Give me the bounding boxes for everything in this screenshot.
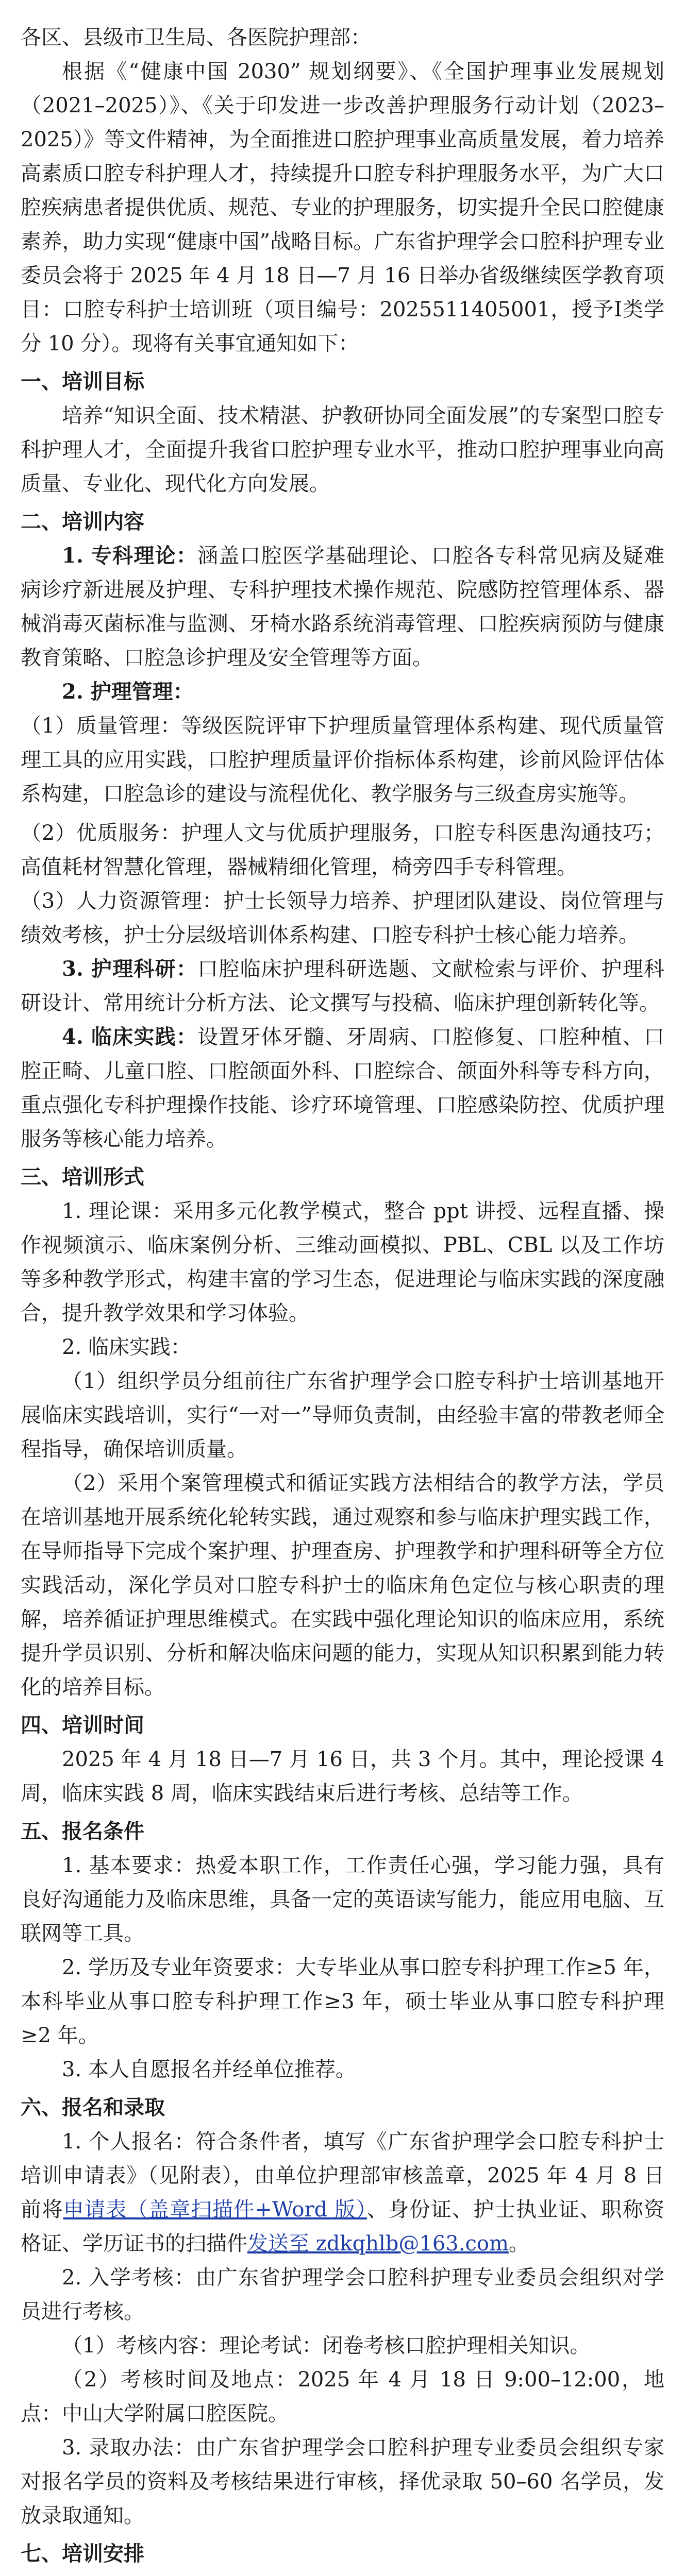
apply-end: 。	[508, 2232, 529, 2256]
section-6-p1	[21, 2125, 664, 2261]
section-6-p5: 3. 录取办法：由广东省护理学会口腔科护理专业委员会组织专家对报名学员的资料及考核结果进行审核，择优录取 50–60 名学员，发放录取通知。	[21, 2436, 664, 2528]
item-4-label: 4. 临床实践：	[62, 1025, 198, 1049]
section-2-item-4	[21, 1020, 664, 1156]
section-5-p2: 2. 学历及专业年资要求：大专毕业从事口腔专科护理工作≥5 年，本科毕业从事口腔专科护理工作≥3 年，硕士毕业从事口腔专科护理≥2 年。	[21, 1956, 664, 2047]
item-3-label: 3. 护理科研：	[62, 957, 198, 981]
section-6-p4: （2）考核时间及地点：2025 年 4 月 18 日 9:00–12:00，地点：中山大学附属口腔医院。	[21, 2368, 664, 2426]
section-4-title: 四、培训时间	[21, 1713, 144, 1737]
section-2-item-2-p2: （2）优质服务：护理人文与优质护理服务，口腔专科医患沟通技巧；高值耗材智慧化管理，器械精细化管理，椅旁四手专科管理。	[21, 821, 664, 879]
section-5-p3: 3. 本人自愿报名并经单位推荐。	[62, 2058, 356, 2081]
intro-paragraph: 根据《“健康中国 2030” 规划纲要》、《全国护理事业发展规划（2021–2025）》、《关于印发进一步改善护理服务行动计划（2023–2025）》等文件精神，为全面推进口腔护理事业高质量发展，着力培养高素质口腔专科护理人才，持续提升口腔专科护理服务水平，为广大口腔疾病患者提供优质、规范、专业的护理服务，切实提升全民口腔健康素养，助力实现“健康中国”战略目标。广东省护理学会口腔科护理专业委员会将于 2025 年 4 月 18 日—7 月 16 日举办省级继续医学教育项目：口腔专科护士培训班（项目编号：2025511405001，授予Ⅰ类学分 10 分）。现将有关事宜通知如下：	[21, 60, 664, 355]
notice-document	[21, 21, 664, 2576]
section-4-body: 2025 年 4 月 18 日—7 月 16 日，共 3 个月。其中，理论授课 4 周，临床实践 8 周，临床实践结束后进行考核、总结等工作。	[21, 1748, 664, 1805]
section-1-body: 培养“知识全面、技术精湛、护教研协同全面发展”的专案型口腔专科护理人才，全面提升我省口腔护理专业水平，推动口腔护理事业向高质量、专业化、现代化方向发展。	[21, 404, 664, 496]
section-6-p2: 2. 入学考核：由广东省护理学会口腔科护理专业委员会组织对学员进行考核。	[21, 2266, 664, 2324]
item-4-body: 设置牙体牙髓、牙周病、口腔修复、口腔种植、口腔正畸、儿童口腔、口腔颌面外科、口腔综合、颌面外科等专科方向，重点强化专科护理操作技能、诊疗环境管理、口腔感染防控、优质护理服务等核心能力培养。	[21, 1025, 665, 1151]
item-1-body: 涵盖口腔医学基础理论、口腔各专科常见病及疑难病诊疗新进展及护理、专科护理技术操作规范、院感防控管理体系、器械消毒灭菌标准与监测、牙椅水路系统消毒管理、口腔疾病预防与健康教育策略、口腔急诊护理及安全管理等方面。	[21, 544, 665, 670]
apply-text: 1. 个人报名：符合条件者，填写《广东省护理学会口腔专科护士培训申请表》（见附表），由单位护理部审核盖章，2025 年 4 月 8 日前将	[21, 2130, 664, 2222]
section-2-item-1	[21, 539, 664, 675]
item-3-body: 口腔临床护理科研选题、文献检索与评价、护理科研设计、常用统计分析方法、论文撰写与投稿、临床护理创新转化等。	[21, 957, 665, 1015]
apply-docs-text: 、身份证、护士执业证、职称资格证、学历证书的扫描件	[21, 2198, 665, 2256]
section-3-p2: 2. 临床实践：	[62, 1335, 191, 1359]
addressee: 各区、县级市卫生局、各医院护理部：	[21, 26, 371, 49]
section-7-p1	[21, 2571, 664, 2576]
item-1-label: 1. 专科理论：	[62, 544, 198, 568]
section-1-title: 一、培训目标	[21, 369, 144, 394]
section-2-title: 二、培训内容	[21, 510, 144, 534]
section-2-item-2-p3: （3）人力资源管理：护士长领导力培养、护理团队建设、岗位管理与绩效考核，护士分层级培训体系构建、口腔专科护士核心能力培养。	[21, 889, 664, 947]
email-link[interactable]: 发送至 zdkqhlb@163.com	[247, 2232, 509, 2256]
section-2-item-3	[21, 952, 664, 1020]
section-7-title: 七、培训安排	[21, 2541, 144, 2566]
section-3-p4: （2）采用个案管理模式和循证实践方法相结合的教学方法，学员在培训基地开展系统化轮转实践，通过观察和参与临床护理实践工作，在导师指导下完成个案护理、护理查房、护理教学和护理科研等全方位实践活动，深化学员对口腔专科护士的临床角色定位与核心职责的理解，培养循证护理思维模式。在实践中强化理论知识的临床应用，系统提升学员识别、分析和解决临床问题的能力，实现从知识积累到能力转化的培养目标。	[21, 1471, 664, 1699]
application-form-link[interactable]: 申请表（盖章扫描件+Word 版）	[63, 2198, 367, 2222]
section-3-p3: （1）组织学员分组前往广东省护理学会口腔专科护士培训基地开展临床实践培训，实行“一对一”导师负责制，由经验丰富的带教老师全程指导，确保培训质量。	[21, 1369, 664, 1461]
section-2-item-2-p1: （1）质量管理：等级医院评审下护理质量管理体系构建、现代质量管理工具的应用实践，口腔护理质量评价指标体系构建，诊前风险评估体系构建，口腔急诊的建设与流程优化、教学服务与三级查房实施等。	[21, 714, 664, 806]
section-6-title: 六、报名和录取	[21, 2095, 165, 2120]
section-5-p1: 1. 基本要求：热爱本职工作，工作责任心强，学习能力强，具有良好沟通能力及临床思维，具备一定的英语读写能力，能应用电脑、互联网等工具。	[21, 1854, 664, 1945]
item-2-label: 2. 护理管理：	[62, 680, 194, 704]
section-6-p3: （1）考核内容：理论考试：闭卷考核口腔护理相关知识。	[62, 2334, 591, 2358]
section-2-item-2	[21, 675, 664, 709]
section-3-title: 三、培训形式	[21, 1165, 144, 1189]
section-5-title: 五、报名条件	[21, 1819, 144, 1843]
section-3-p1: 1. 理论课：采用多元化教学模式，整合 ppt 讲授、远程直播、操作视频演示、临床案例分析、三维动画模拟、PBL、CBL 以及工作坊等多种教学形式，构建丰富的学习生态，促进理论与临床实践的深度融合，提升教学效果和学习体验。	[21, 1199, 664, 1325]
